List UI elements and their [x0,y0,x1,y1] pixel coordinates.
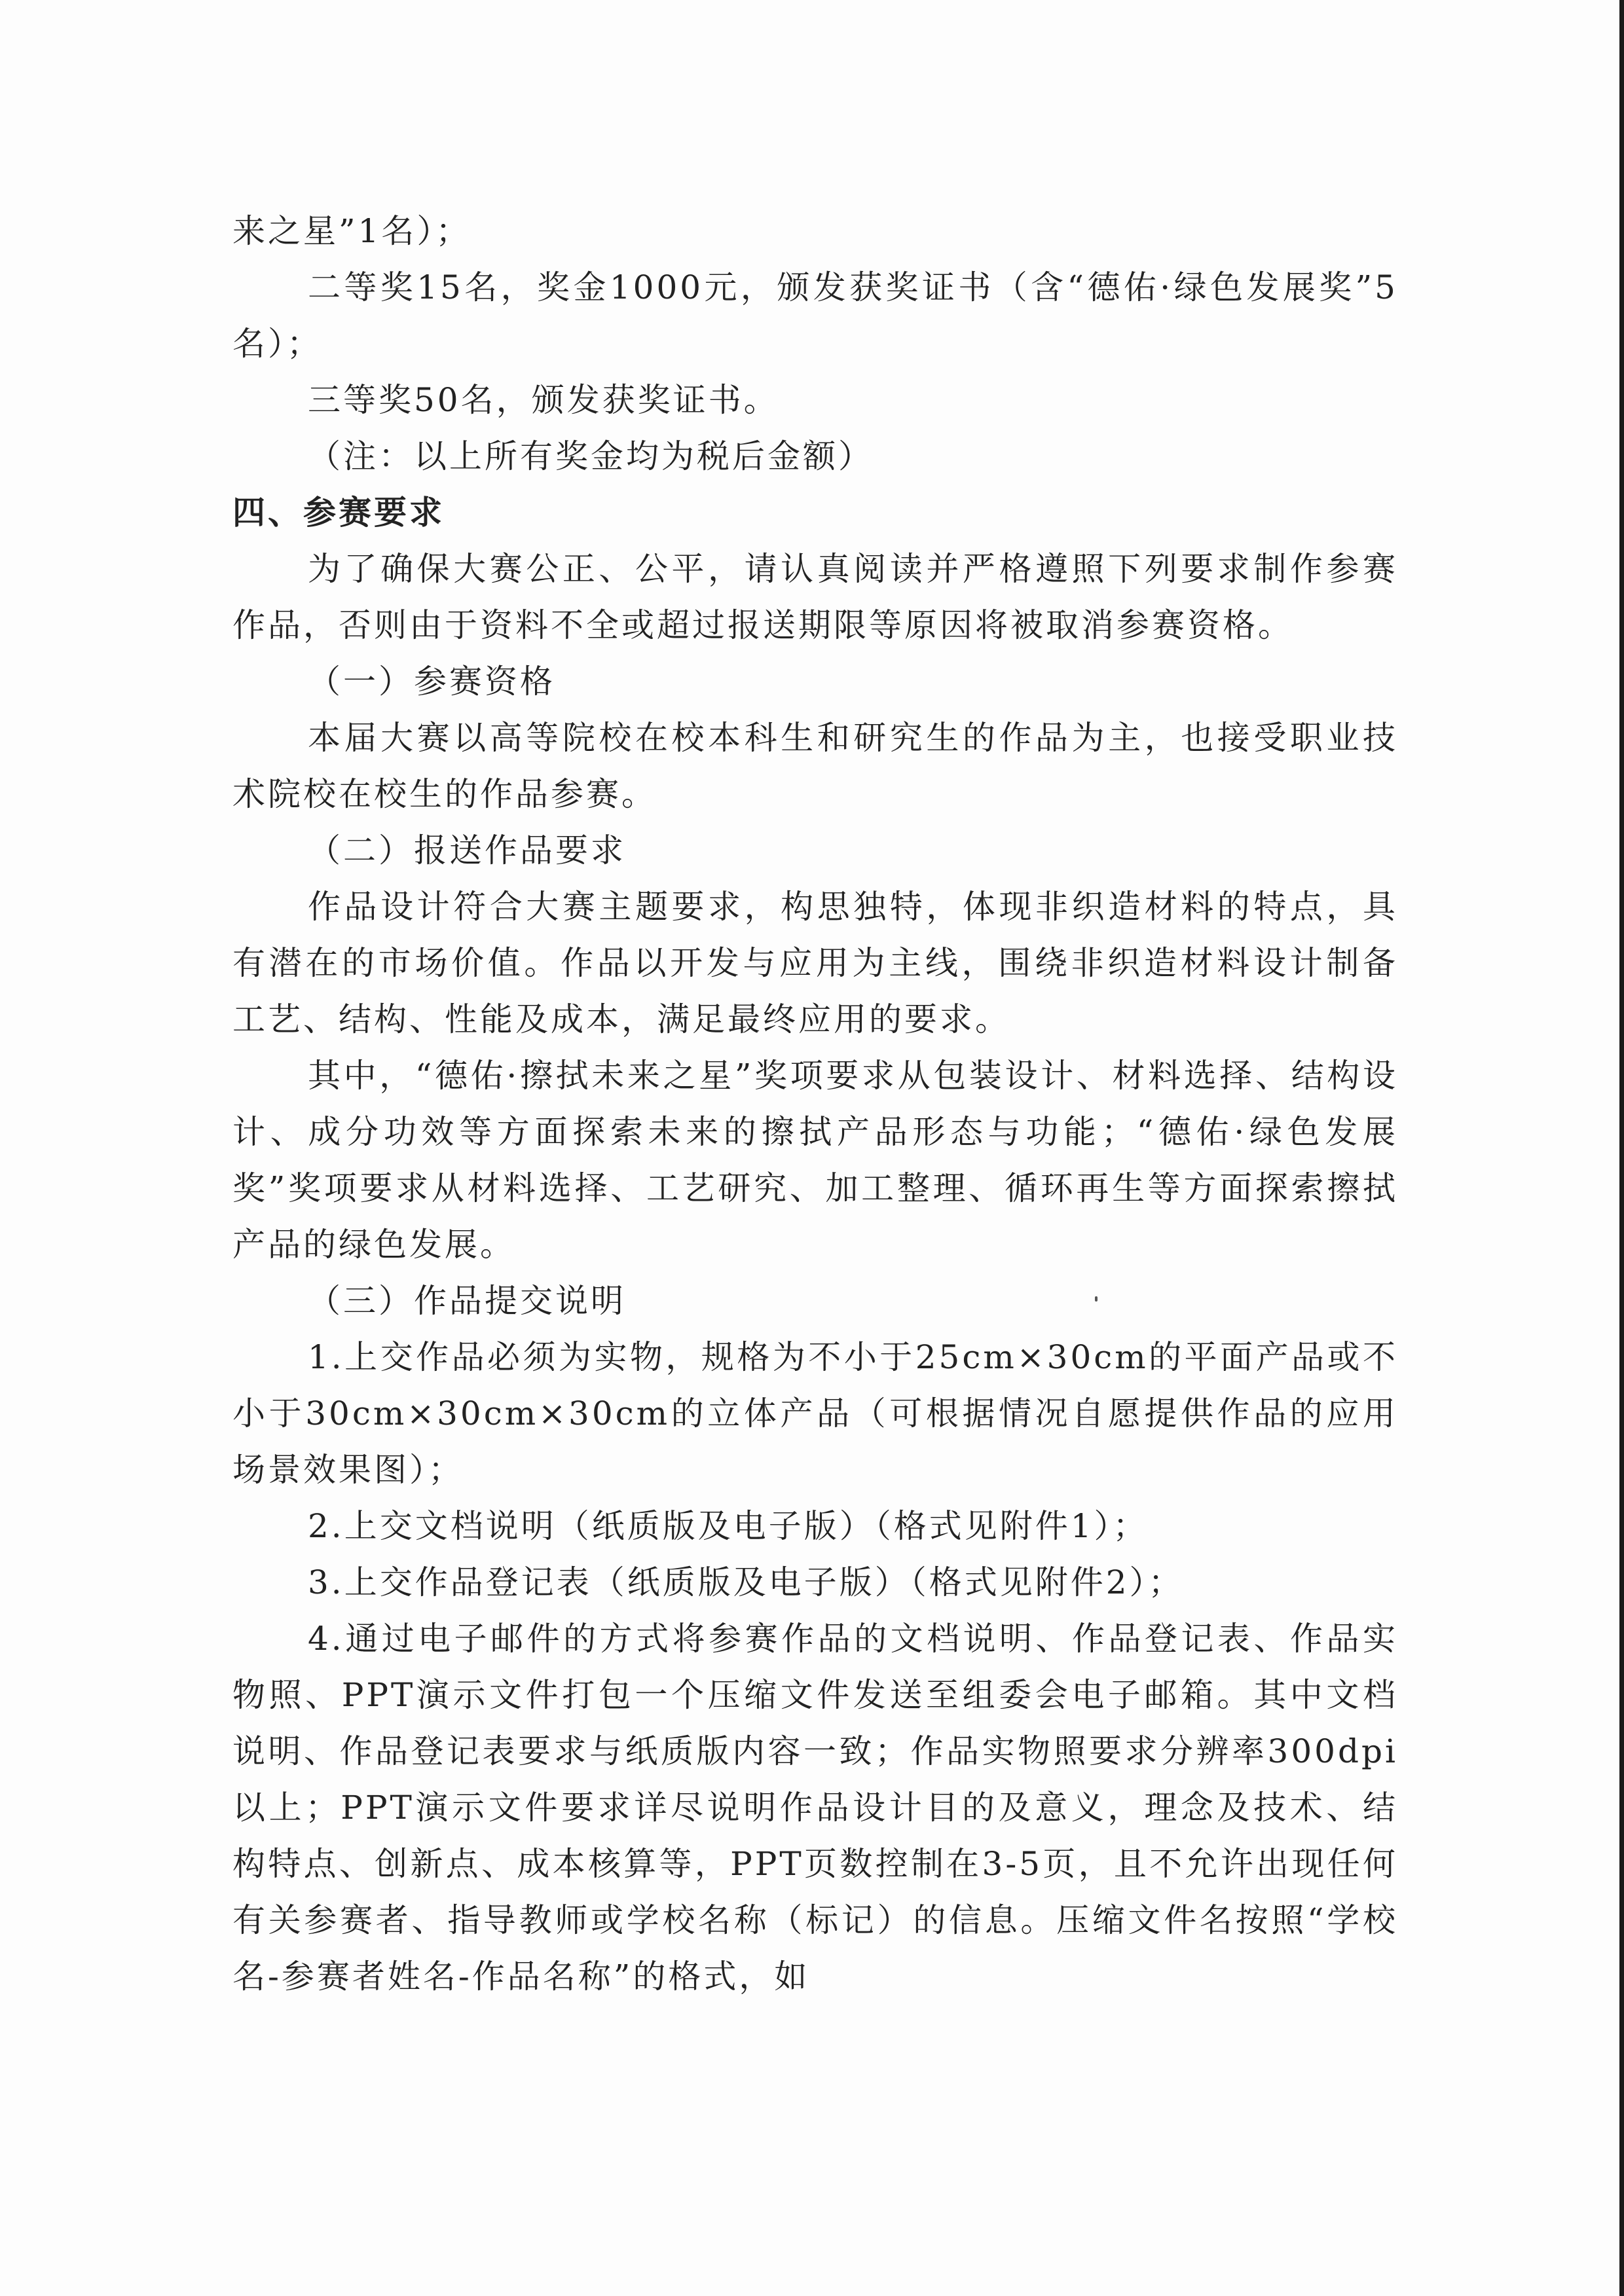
paragraph-third-prize: 三等奖50名，颁发获奖证书。 [308,381,779,419]
paragraph-second-prize: 二等奖15名，奖金1000元，颁发获奖证书（含“德佑·绿色发展奖”5名）； [232,268,1398,363]
paragraph-requirements-intro: 为了确保大赛公正、公平，请认真阅读并严格遵照下列要求制作参赛作品，否则由于资料不全或超过报送期限等原因将被取消参赛资格。 [232,550,1398,644]
subheading-submission: （三）作品提交说明 [308,1282,626,1320]
paragraph-eligibility: 本届大赛以高等院校在校本科生和研究生的作品为主，也接受职业技术院校在校生的作品参赛。 [232,719,1398,813]
paragraph-submission-item-3: 3.上交作品登记表（纸质版及电子版）（格式见附件2）； [308,1563,1184,1601]
subheading-work-requirements: （二）报送作品要求 [308,831,626,869]
paragraph-submission-item-4: 4.通过电子邮件的方式将参赛作品的文档说明、作品登记表、作品实物照、PPT演示文件打包一个压缩文件发送至组委会电子邮箱。其中文档说明、作品登记表要求与纸质版内容一致；作品实物照要求分辨率300dpi以上；PPT演示文件要求详尽说明作品设计目的及意义，理念及技术、结构特点、创新点、成本核算等，PPT页数控制在3-5页，且不允许出现任何有关参赛者、指导教师或学校名称（标记）的信息。压缩文件名按照“学校名-参赛者姓名-作品名称”的格式，如 [232,1620,1398,1995]
paragraph-award-continuation: 来之星”1名）； [232,212,471,250]
document-body [232,203,1398,2005]
section-heading-requirements: 四、参赛要求 [232,493,445,532]
paragraph-special-awards: 其中，“德佑·擦拭未来之星”奖项要求从包装设计、材料选择、结构设计、成分功效等方面探索未来的擦拭产品形态与功能；“德佑·绿色发展奖”奖项要求从材料选择、工艺研究、加工整理、循环再生等方面探索擦拭产品的绿色发展。 [232,1057,1398,1264]
scan-edge-border [1619,0,1624,2296]
subheading-eligibility: （一）参赛资格 [308,663,555,701]
paragraph-prize-note: （注：以上所有奖金均为税后金额） [308,437,874,475]
paragraph-submission-item-2: 2.上交文档说明（纸质版及电子版）（格式见附件1）； [308,1507,1149,1545]
paragraph-work-design: 作品设计符合大赛主题要求，构思独特，体现非织造材料的特点，具有潜在的市场价值。作品以开发与应用为主线，围绕非织造材料设计制备工艺、结构、性能及成本，满足最终应用的要求。 [232,888,1398,1038]
paragraph-submission-item-1: 1.上交作品必须为实物，规格为不小于25cm×30cm的平面产品或不小于30cm×30cm×30cm的立体产品（可根据情况自愿提供作品的应用场景效果图）； [232,1338,1398,1489]
